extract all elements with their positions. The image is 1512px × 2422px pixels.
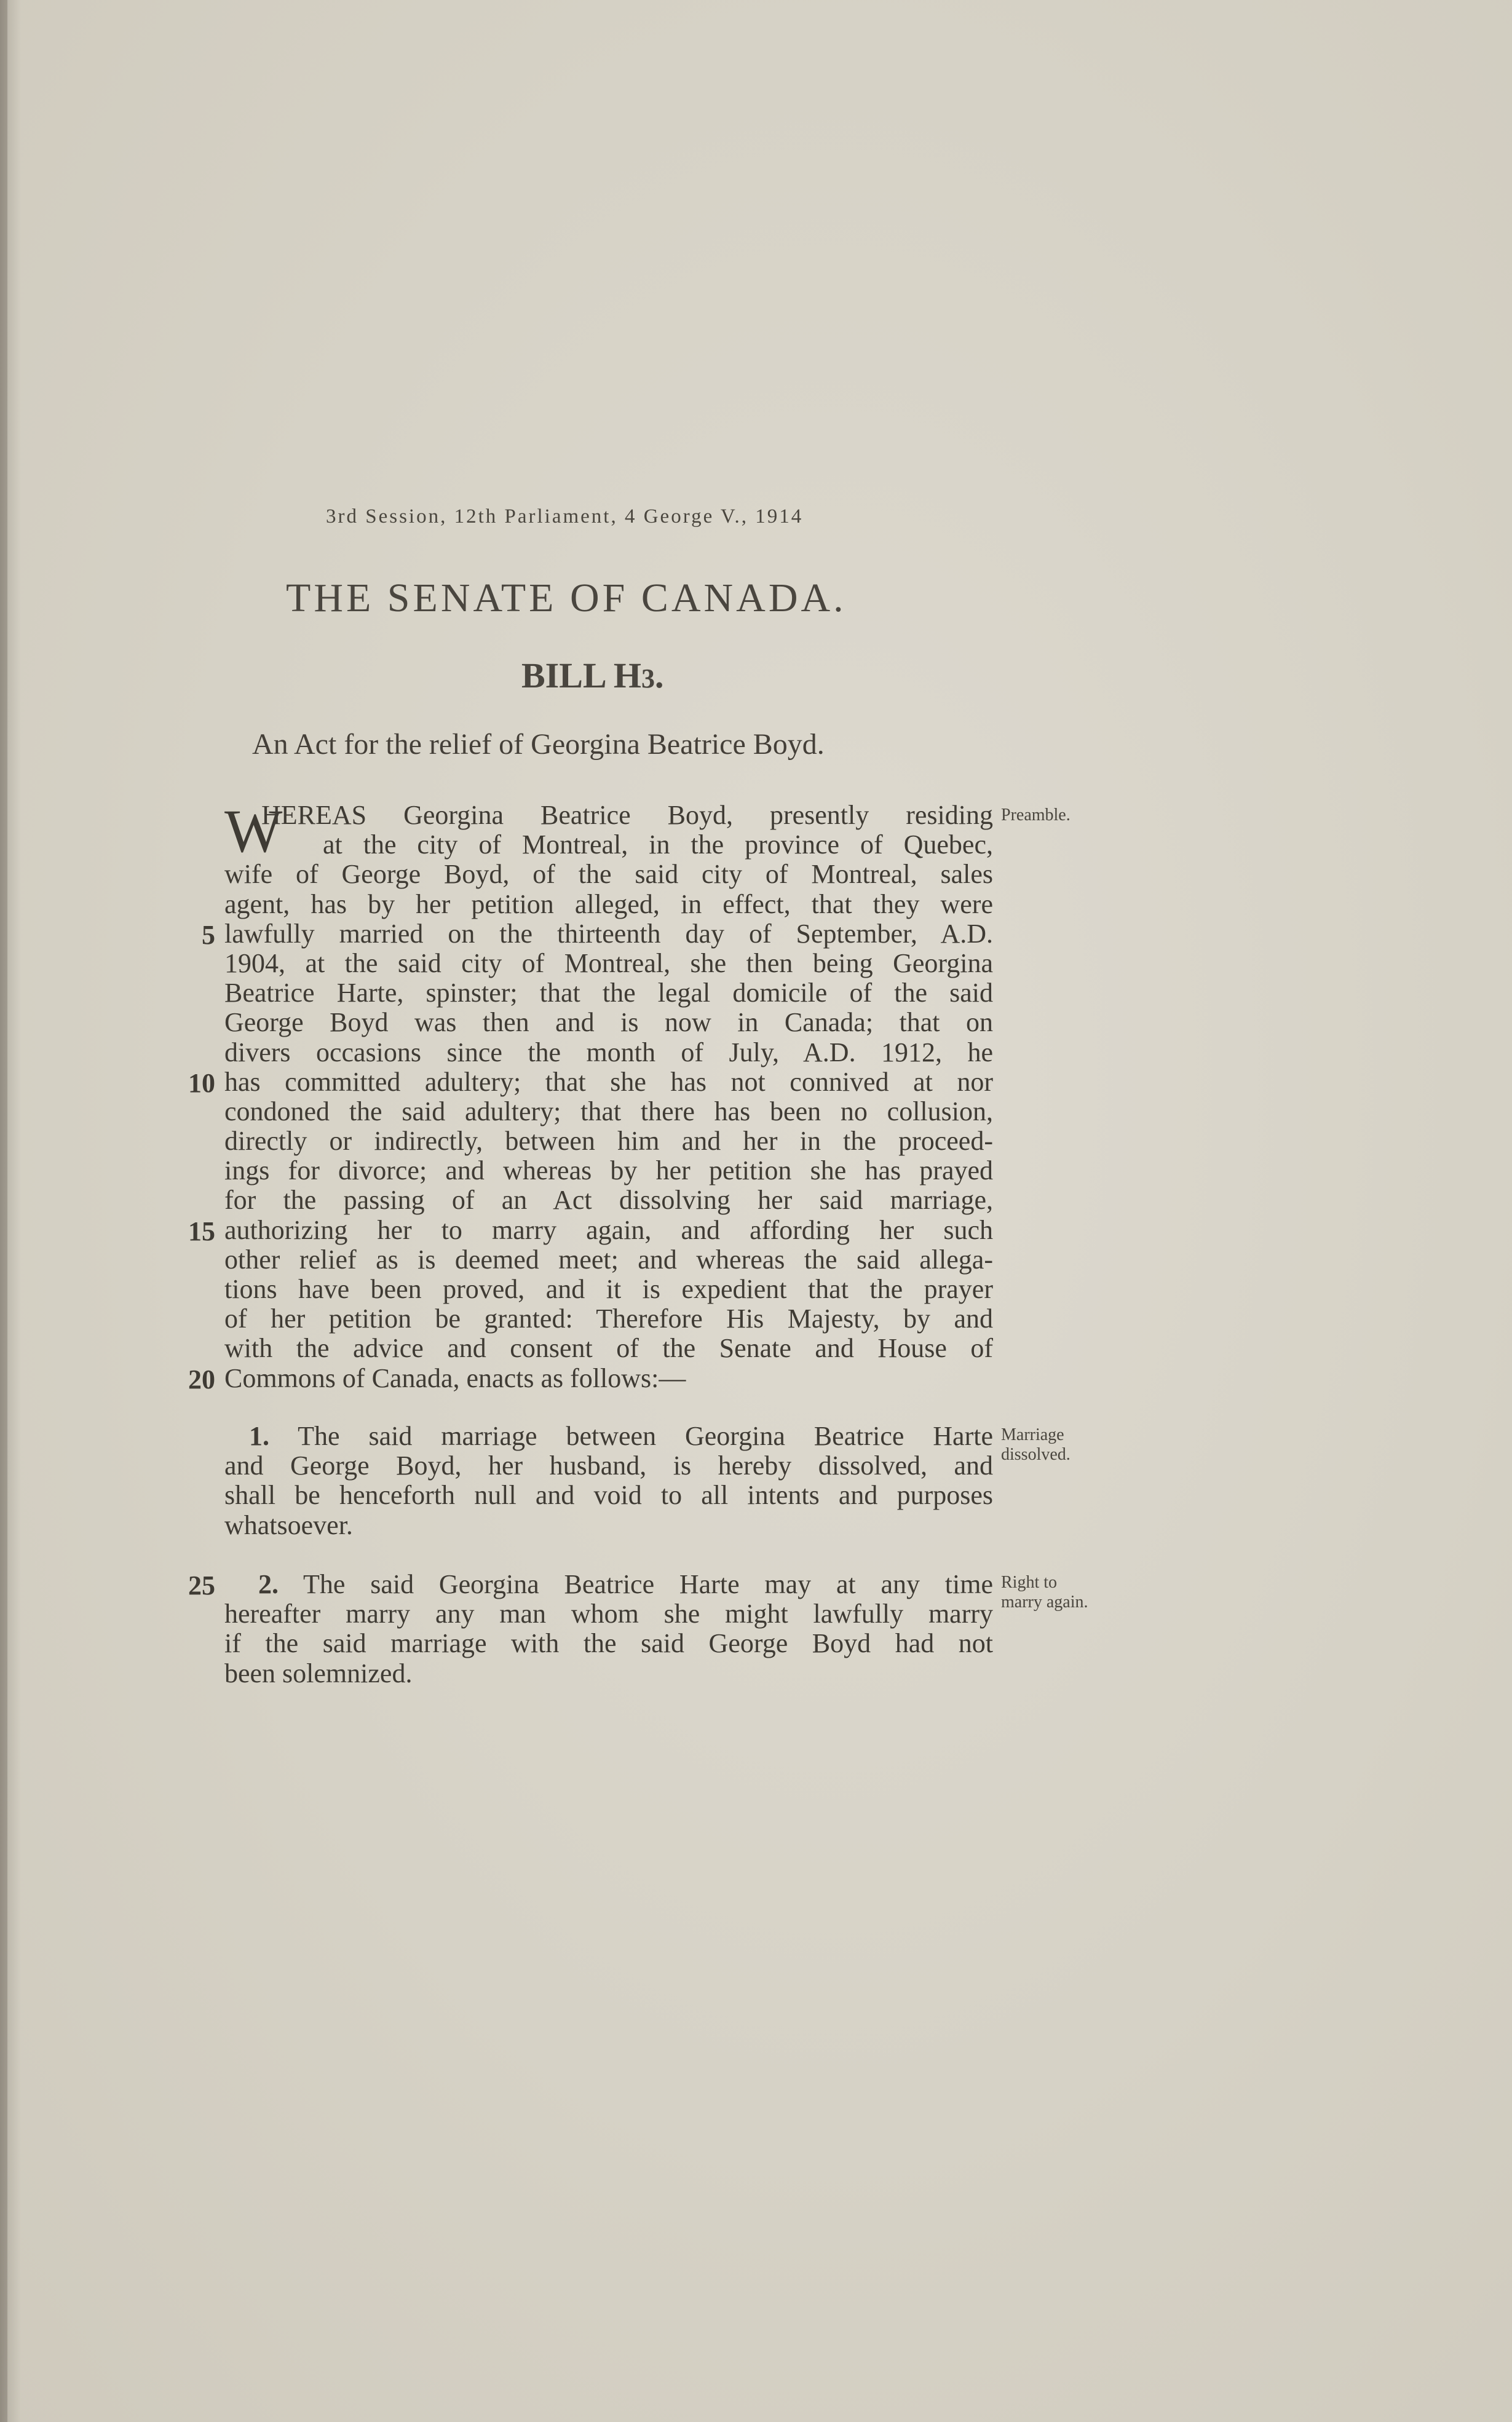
preamble-line: directly or indirectly, between him and her in the proceed- [224,1126,993,1157]
section-number: 2. [258,1570,279,1599]
preamble-line: condoned the said adultery; that there has been no collusion, [224,1096,993,1126]
preamble-line: authorizing her to marry again, and affording her such [224,1215,993,1245]
margin-note-line: marry again. [1001,1593,1088,1612]
section-text: The said marriage between Georgina Beatrice Harte [298,1422,993,1451]
session-line: 3rd Session, 12th Parliament, 4 George V., 1914 [326,505,804,528]
preamble-line: Commons of Canada, enacts as follows:— [224,1363,686,1393]
section-line: and George Boyd, her husband, is hereby dissolved, and [224,1451,993,1481]
section-line: been solemnized. [224,1658,413,1688]
preamble-line: for the passing of an Act dissolving her said marriage, [224,1185,993,1216]
preamble-line: of her petition be granted: Therefore His Majesty, by and [224,1304,993,1334]
preamble-line: ings for divorce; and whereas by her petition she has prayed [224,1156,993,1186]
line-number: 5 [202,920,215,950]
preamble-line: agent, has by her petition alleged, in effect, that they were [224,889,993,919]
bill-period: . [655,655,664,695]
preamble-drop-cap: W [224,797,283,865]
preamble-line: 1904, at the said city of Montreal, she then being Georgina [224,948,993,978]
preamble-line: HEREAS Georgina Beatrice Boyd, presently residing [261,801,993,830]
section-number: 1. [249,1422,269,1451]
section-1-first-line [224,1422,993,1451]
preamble-paragraph [224,797,993,1393]
bill-number [521,655,664,696]
preamble-line: lawfully married on the thirteenth day of September, A.D. [224,919,993,949]
margin-note-line: Marriage [1001,1425,1064,1444]
line-number: 20 [188,1364,215,1395]
preamble-line: George Boyd was then and is now in Canada; that on [224,1008,993,1038]
house-heading: THE SENATE OF CANADA. [286,576,847,620]
section-line: shall be henceforth null and void to all intents and purposes [224,1481,993,1511]
preamble-line: tions have been proved, and it is expedient that the prayer [224,1275,993,1304]
line-number: 25 [188,1570,215,1601]
preamble-line: at the city of Montreal, in the province of Quebec, [323,830,993,860]
section-line: if the said marriage with the said George Boyd had not [224,1629,993,1659]
line-number: 15 [188,1216,215,1246]
margin-note-line: Right to [1001,1573,1058,1592]
bill-label: BILL H [521,655,642,695]
margin-note-marriage-dissolved [1001,1425,1071,1465]
preamble-line: has committed adultery; that she has not connived at nor [224,1067,993,1097]
section-text: The said Georgina Beatrice Harte may at any time [303,1570,993,1599]
section-line: whatsoever. [224,1510,353,1540]
bill-suffix: 3 [641,663,655,694]
preamble-line: divers occasions since the month of July, A.D. 1912, he [224,1037,993,1067]
page-binding-edge [0,0,7,2422]
preamble-line: other relief as is deemed meet; and whereas the said allega- [224,1245,993,1275]
preamble-line: with the advice and consent of the Senate and House of [224,1334,993,1364]
margin-note-preamble: Preamble. [1001,805,1071,825]
section-2-paragraph [224,1570,993,1688]
preamble-line: Beatrice Harte, spinster; that the legal domicile of the said [224,978,993,1008]
line-number: 10 [188,1068,215,1098]
preamble-line: wife of George Boyd, of the said city of Montreal, sales [224,860,993,890]
section-line: hereafter marry any man whom she might lawfully marry [224,1599,993,1629]
margin-note-line: dissolved. [1001,1445,1071,1464]
margin-note-right-to-marry [1001,1573,1088,1612]
section-1-paragraph [224,1422,993,1540]
act-title: An Act for the relief of Georgina Beatrice Boyd. [252,728,825,761]
section-2-first-line [224,1570,993,1599]
